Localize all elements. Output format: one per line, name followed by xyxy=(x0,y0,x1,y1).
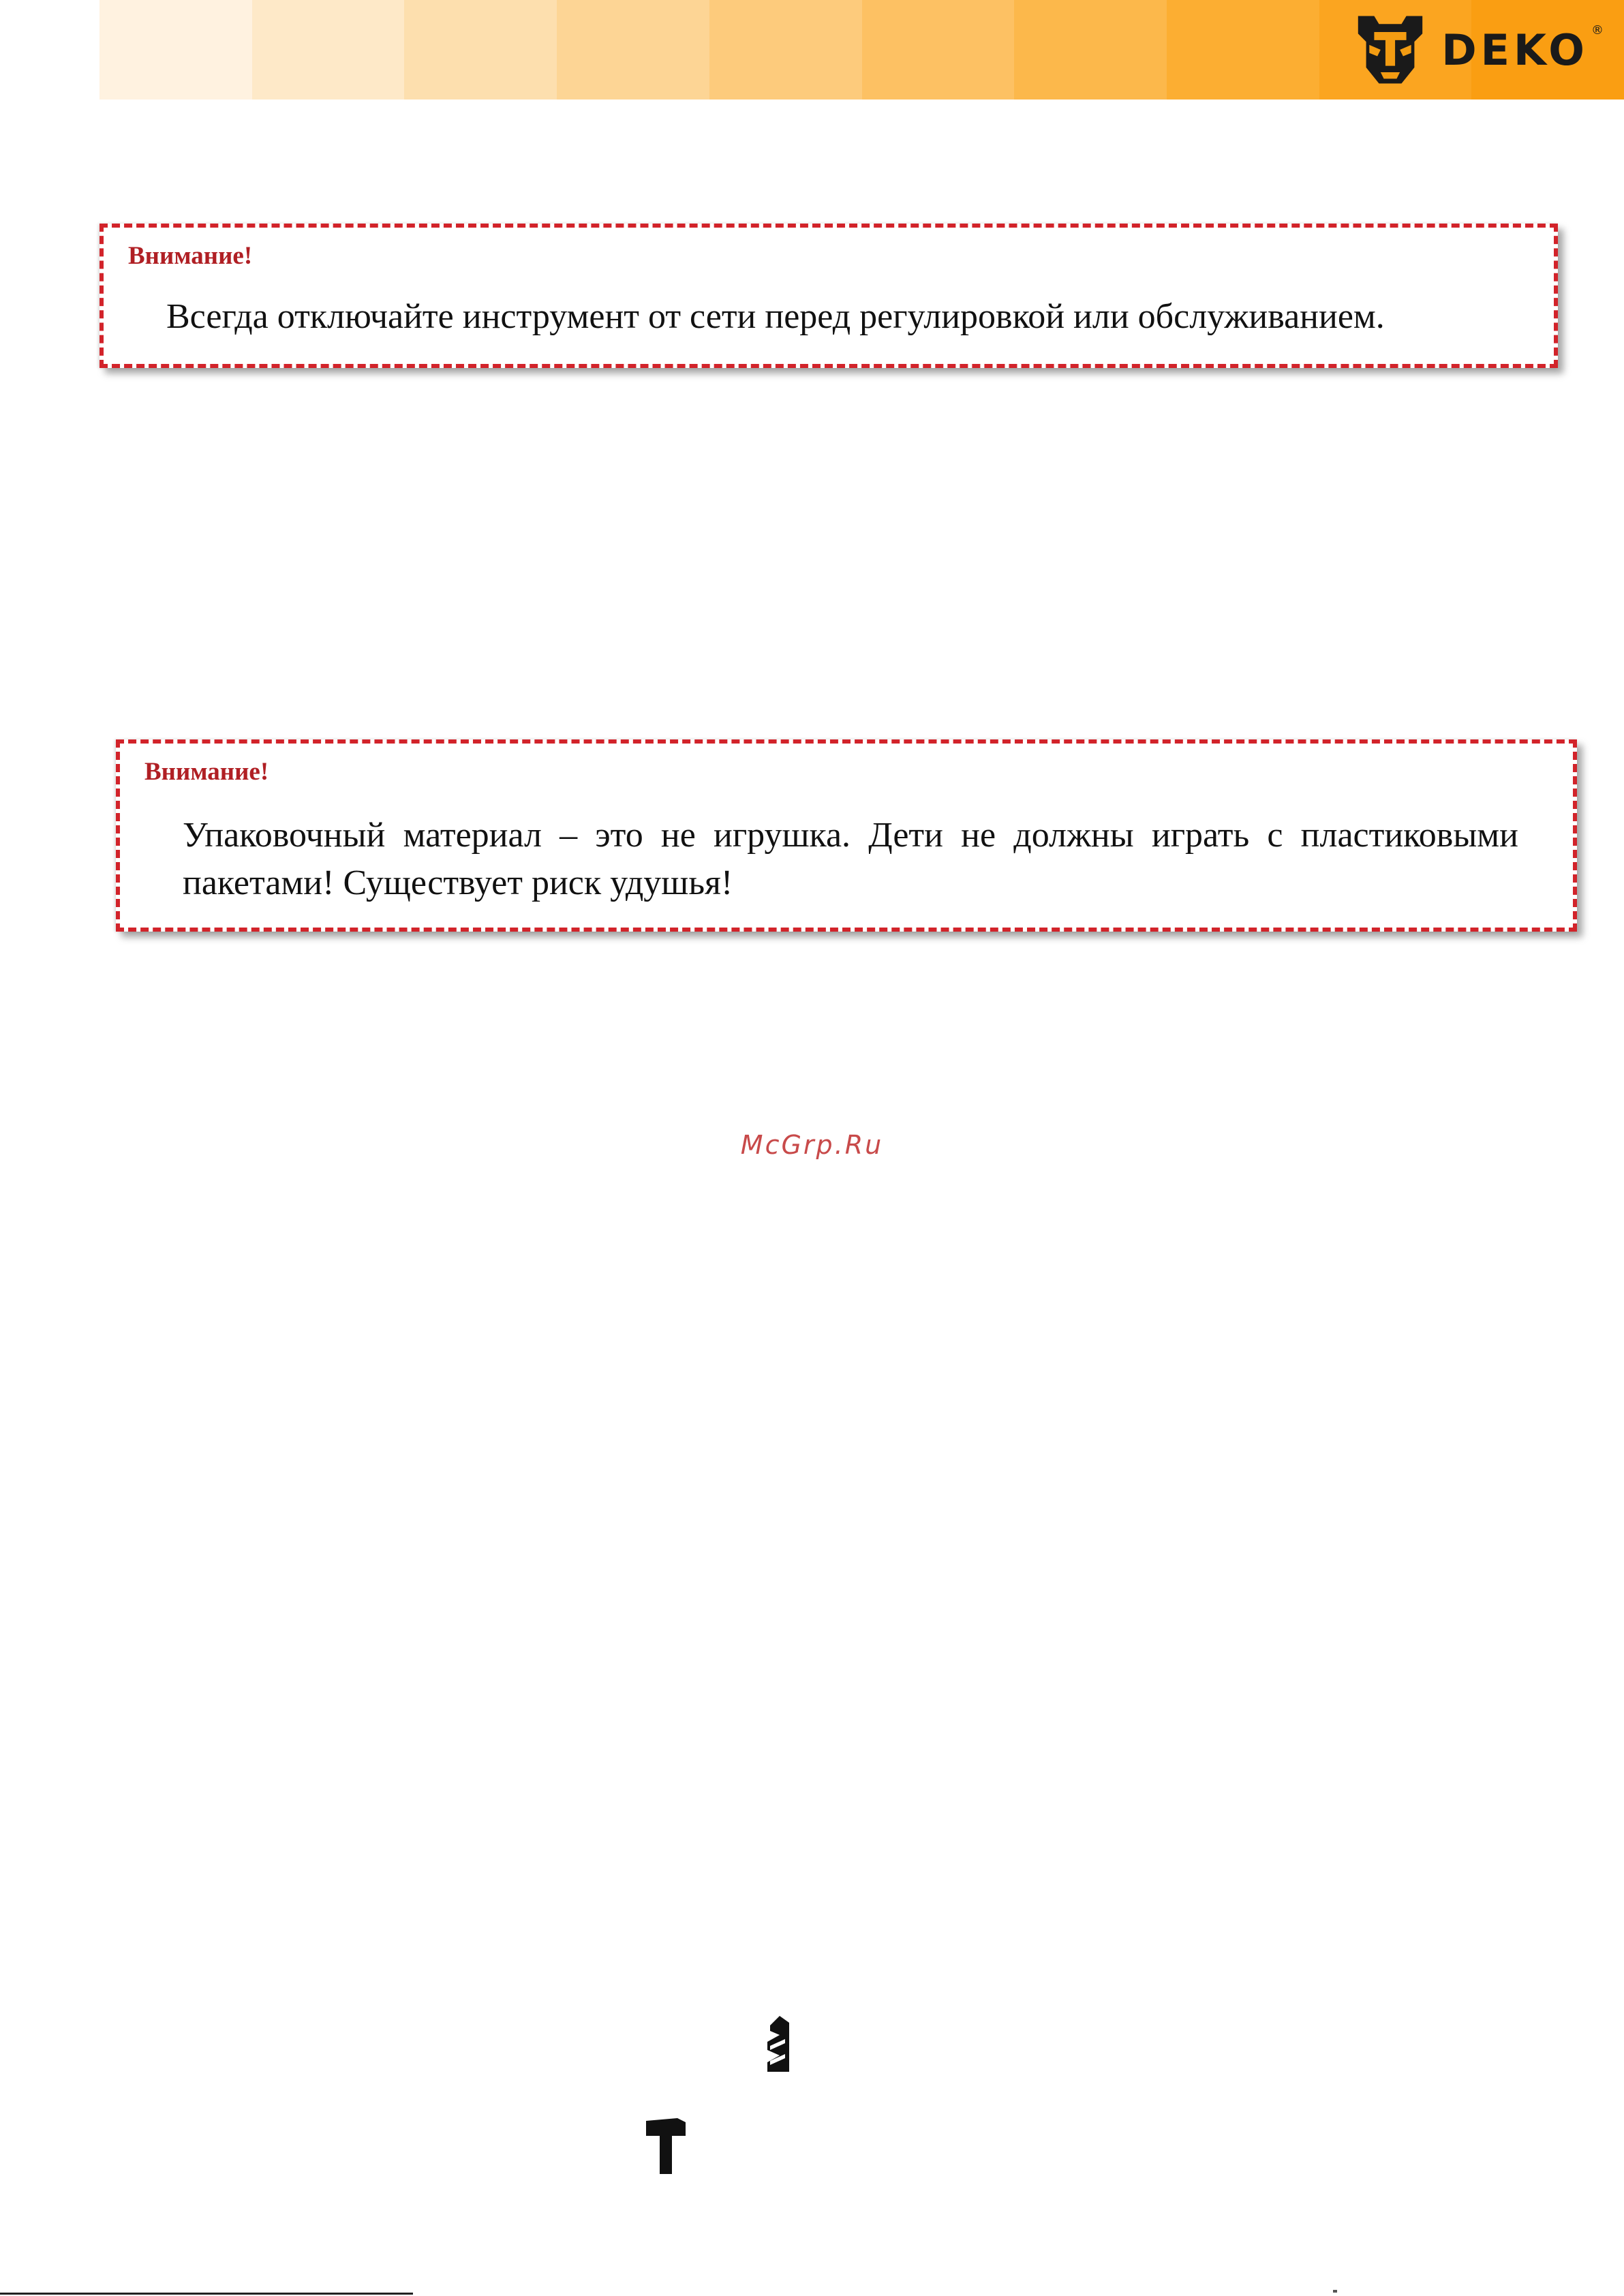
warning-text: пакетами! Существует риск удушья! xyxy=(183,863,733,902)
warning-text: Всегда отключайте инструмент от сети перед регулировкой или обслуживанием. xyxy=(166,297,1385,336)
warning-box-1 xyxy=(99,224,1558,368)
band-segment xyxy=(404,0,557,100)
deko-logo xyxy=(1350,8,1604,91)
drill-bit-icon xyxy=(766,2016,792,2072)
band-segment xyxy=(1167,0,1319,100)
band-segment xyxy=(557,0,709,100)
brand-name: DEKO xyxy=(1441,25,1589,75)
band-segment xyxy=(252,0,405,100)
header-gradient-band xyxy=(99,0,1624,100)
band-segment xyxy=(99,0,252,100)
band-segment xyxy=(1014,0,1167,100)
warning-title: Внимание! xyxy=(144,758,269,786)
warning-text: Упаковочный материал – это не игрушка. Дети не должны играть с пластиковыми xyxy=(183,816,1518,855)
warning-box-2 xyxy=(116,739,1577,932)
watermark: McGrp.Ru xyxy=(740,1130,884,1160)
band-segment xyxy=(862,0,1015,100)
warning-title: Внимание! xyxy=(128,242,253,270)
hammer-icon xyxy=(646,2118,686,2174)
footer-line xyxy=(0,2293,413,2295)
footer-mark xyxy=(1333,2290,1337,2293)
registered-mark: ® xyxy=(1591,23,1604,37)
band-segment xyxy=(709,0,862,100)
deko-emblem-icon xyxy=(1350,10,1430,90)
